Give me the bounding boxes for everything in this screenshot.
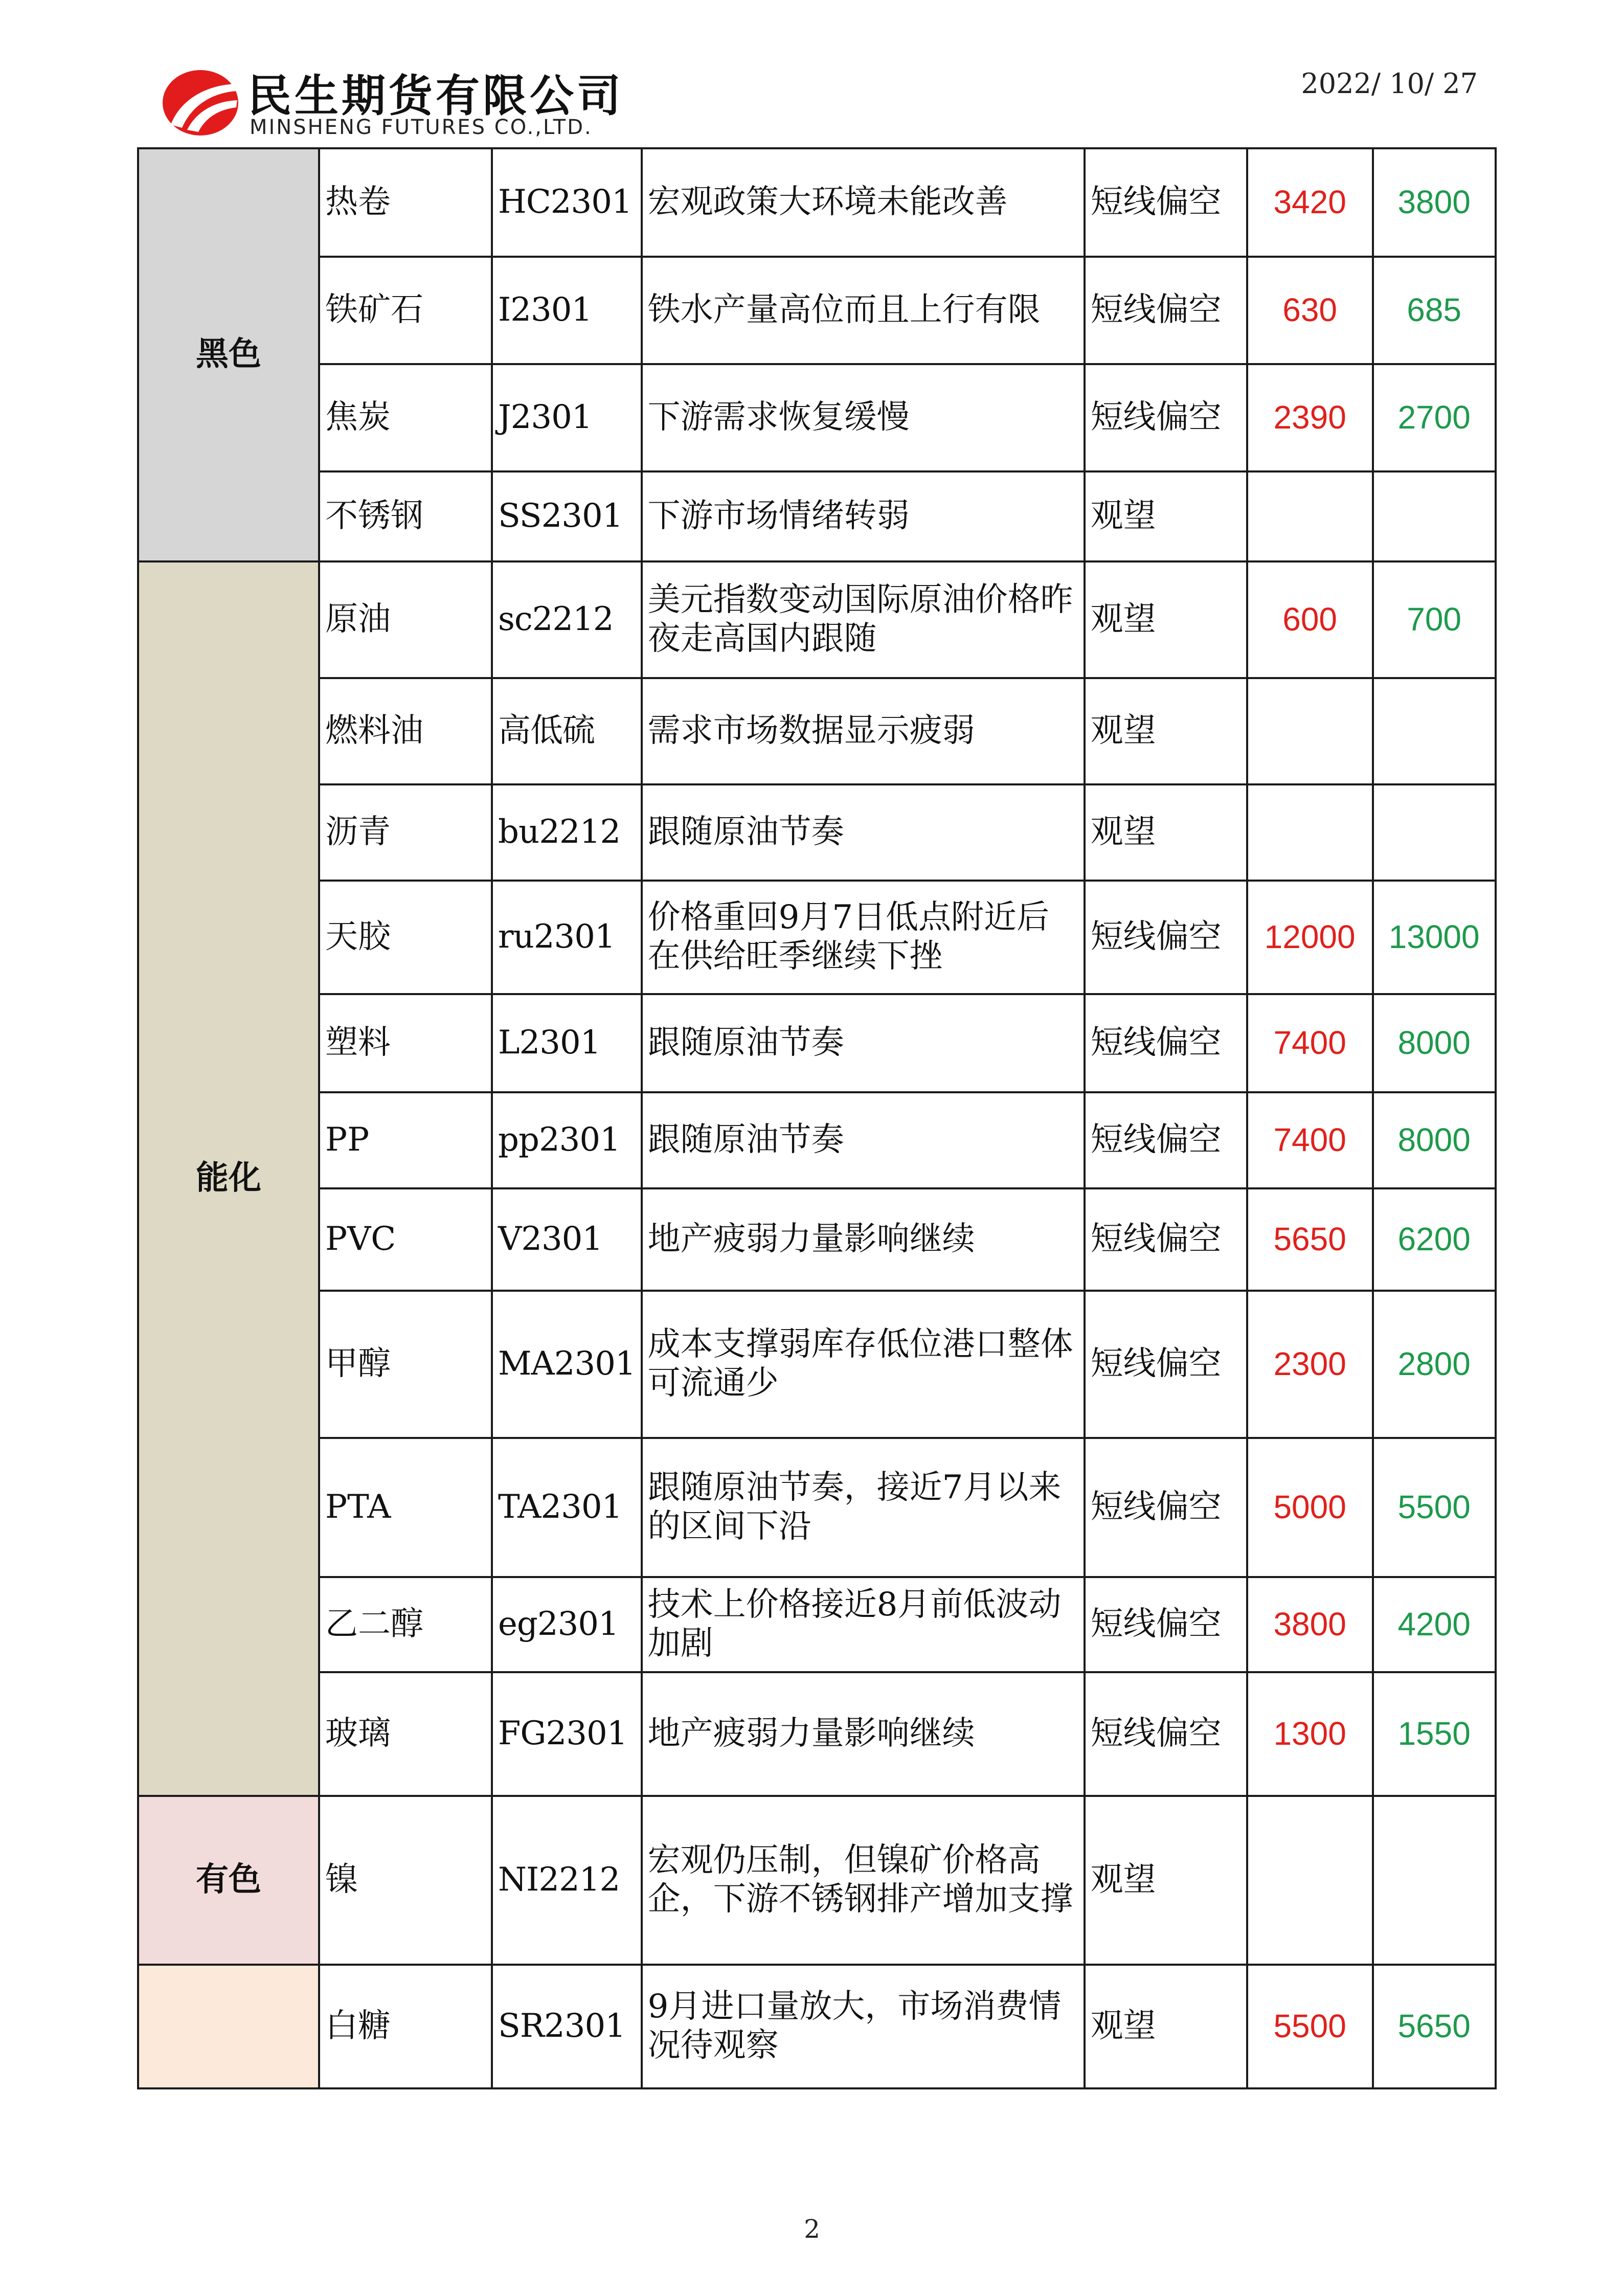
table-row (138, 1672, 1496, 1796)
company-name-cn: 民生期货有限公司 (247, 71, 624, 122)
support-price (1247, 784, 1373, 881)
table-row (138, 1796, 1496, 1965)
contract-code: sc2212 (492, 561, 642, 678)
strategy-table (137, 147, 1497, 2089)
commodity-name: 镍 (319, 1796, 492, 1965)
support-price: 600 (1247, 561, 1373, 678)
view-text: 短线偏空 (1085, 257, 1247, 364)
resistance-price: 4200 (1373, 1577, 1496, 1672)
resistance-price: 2800 (1373, 1291, 1496, 1438)
reason-text: 下游市场情绪转弱 (642, 471, 1085, 561)
minsheng-swoosh-logo-icon (160, 64, 241, 141)
commodity-name: 沥青 (319, 784, 492, 881)
view-text: 观望 (1085, 678, 1247, 784)
reason-text: 下游需求恢复缓慢 (642, 364, 1085, 471)
commodity-name: 天胶 (319, 881, 492, 994)
reason-text: 美元指数变动国际原油价格昨夜走高国内跟随 (642, 561, 1085, 678)
contract-code: pp2301 (492, 1092, 642, 1188)
view-text: 短线偏空 (1085, 994, 1247, 1092)
table-row (138, 994, 1496, 1092)
view-text: 短线偏空 (1085, 1577, 1247, 1672)
reason-text: 跟随原油节奏 (642, 1092, 1085, 1188)
reason-text: 需求市场数据显示疲弱 (642, 678, 1085, 784)
resistance-price: 685 (1373, 257, 1496, 364)
contract-code: SR2301 (492, 1965, 642, 2088)
support-price: 630 (1247, 257, 1373, 364)
commodity-name: PP (319, 1092, 492, 1188)
support-price (1247, 471, 1373, 561)
support-price: 5000 (1247, 1438, 1373, 1577)
commodity-name: 焦炭 (319, 364, 492, 471)
resistance-price (1373, 471, 1496, 561)
reason-text: 成本支撑弱库存低位港口整体可流通少 (642, 1291, 1085, 1438)
view-text: 短线偏空 (1085, 881, 1247, 994)
commodity-name: 乙二醇 (319, 1577, 492, 1672)
commodity-name: PTA (319, 1438, 492, 1577)
resistance-price (1373, 1796, 1496, 1965)
table-row (138, 1092, 1496, 1188)
resistance-price: 6200 (1373, 1188, 1496, 1291)
view-text: 观望 (1085, 561, 1247, 678)
commodity-name: 原油 (319, 561, 492, 678)
reason-text: 宏观政策大环境未能改善 (642, 148, 1085, 257)
report-date: 2022/ 10/ 27 (1301, 68, 1478, 100)
view-text: 短线偏空 (1085, 1092, 1247, 1188)
category-cell: 黑色 (138, 148, 319, 561)
reason-text: 跟随原油节奏 (642, 784, 1085, 881)
contract-code: J2301 (492, 364, 642, 471)
commodity-name: 玻璃 (319, 1672, 492, 1796)
support-price: 1300 (1247, 1672, 1373, 1796)
contract-code: NI2212 (492, 1796, 642, 1965)
support-price: 2390 (1247, 364, 1373, 471)
table-row (138, 1438, 1496, 1577)
resistance-price (1373, 784, 1496, 881)
commodity-name: 塑料 (319, 994, 492, 1092)
category-cell: 有色 (138, 1796, 319, 1965)
support-price: 2300 (1247, 1291, 1373, 1438)
view-text: 短线偏空 (1085, 148, 1247, 257)
table-row (138, 471, 1496, 561)
support-price: 12000 (1247, 881, 1373, 994)
resistance-price (1373, 678, 1496, 784)
reason-text: 价格重回9月7日低点附近后在供给旺季继续下挫 (642, 881, 1085, 994)
view-text: 观望 (1085, 1796, 1247, 1965)
support-price: 5500 (1247, 1965, 1373, 2088)
table-row (138, 1577, 1496, 1672)
view-text: 短线偏空 (1085, 1438, 1247, 1577)
reason-text: 9月进口量放大，市场消费情况待观察 (642, 1965, 1085, 2088)
contract-code: HC2301 (492, 148, 642, 257)
view-text: 短线偏空 (1085, 1188, 1247, 1291)
contract-code: bu2212 (492, 784, 642, 881)
table-row (138, 881, 1496, 994)
category-cell: 能化 (138, 561, 319, 1796)
view-text: 短线偏空 (1085, 1672, 1247, 1796)
resistance-price: 2700 (1373, 364, 1496, 471)
support-price: 3420 (1247, 148, 1373, 257)
table-row (138, 364, 1496, 471)
table-row (138, 1188, 1496, 1291)
resistance-price: 13000 (1373, 881, 1496, 994)
reason-text: 铁水产量高位而且上行有限 (642, 257, 1085, 364)
company-name-en: MINSHENG FUTURES CO.,LTD. (250, 116, 593, 139)
table-row (138, 784, 1496, 881)
contract-code: ru2301 (492, 881, 642, 994)
table-row (138, 1965, 1496, 2088)
reason-text: 地产疲弱力量影响继续 (642, 1672, 1085, 1796)
table-row (138, 148, 1496, 257)
commodity-name: 燃料油 (319, 678, 492, 784)
view-text: 短线偏空 (1085, 364, 1247, 471)
view-text: 观望 (1085, 784, 1247, 881)
reason-text: 跟随原油节奏 (642, 994, 1085, 1092)
reason-text: 地产疲弱力量影响继续 (642, 1188, 1085, 1291)
reason-text: 技术上价格接近8月前低波动加剧 (642, 1577, 1085, 1672)
contract-code: FG2301 (492, 1672, 642, 1796)
support-price: 5650 (1247, 1188, 1373, 1291)
support-price (1247, 1796, 1373, 1965)
contract-code: SS2301 (492, 471, 642, 561)
company-logo (160, 60, 640, 147)
support-price: 7400 (1247, 994, 1373, 1092)
resistance-price: 1550 (1373, 1672, 1496, 1796)
table-row (138, 678, 1496, 784)
view-text: 观望 (1085, 1965, 1247, 2088)
commodity-name: 甲醇 (319, 1291, 492, 1438)
support-price (1247, 678, 1373, 784)
contract-code: L2301 (492, 994, 642, 1092)
commodity-name: 热卷 (319, 148, 492, 257)
resistance-price: 5500 (1373, 1438, 1496, 1577)
table-row (138, 561, 1496, 678)
contract-code: eg2301 (492, 1577, 642, 1672)
view-text: 短线偏空 (1085, 1291, 1247, 1438)
commodity-name: PVC (319, 1188, 492, 1291)
support-price: 3800 (1247, 1577, 1373, 1672)
table-row (138, 257, 1496, 364)
contract-code: MA2301 (492, 1291, 642, 1438)
commodity-name: 白糖 (319, 1965, 492, 2088)
reason-text: 宏观仍压制，但镍矿价格高企，下游不锈钢排产增加支撑 (642, 1796, 1085, 1965)
contract-code: I2301 (492, 257, 642, 364)
contract-code: 高低硫 (492, 678, 642, 784)
table-row (138, 1291, 1496, 1438)
contract-code: TA2301 (492, 1438, 642, 1577)
view-text: 观望 (1085, 471, 1247, 561)
contract-code: V2301 (492, 1188, 642, 1291)
commodity-name: 不锈钢 (319, 471, 492, 561)
resistance-price: 700 (1373, 561, 1496, 678)
support-price: 7400 (1247, 1092, 1373, 1188)
reason-text: 跟随原油节奏，接近7月以来的区间下沿 (642, 1438, 1085, 1577)
page-number: 2 (804, 2214, 820, 2244)
category-cell (138, 1965, 319, 2088)
commodity-name: 铁矿石 (319, 257, 492, 364)
resistance-price: 5650 (1373, 1965, 1496, 2088)
resistance-price: 3800 (1373, 148, 1496, 257)
resistance-price: 8000 (1373, 994, 1496, 1092)
resistance-price: 8000 (1373, 1092, 1496, 1188)
